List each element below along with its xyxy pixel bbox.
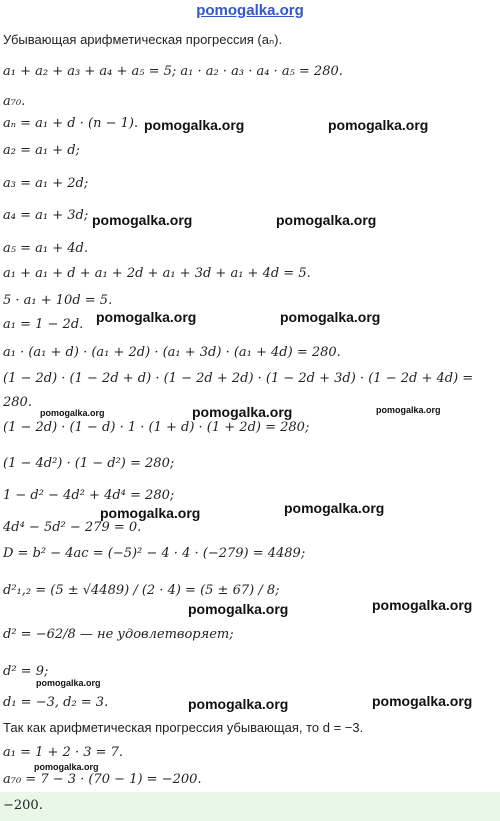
- watermark: pomogalka.org: [144, 117, 245, 133]
- watermark: pomogalka.org: [280, 309, 381, 325]
- watermark: pomogalka.org: [376, 405, 441, 415]
- discriminant-line: D = b² − 4ac = (−5)² − 4 · 4 · (−279) = 4489;: [3, 546, 306, 561]
- watermark: pomogalka.org: [34, 762, 99, 772]
- formula-line: a₁ = 1 − 2d.: [3, 317, 84, 332]
- formula-line: d² = −62/8 — не удовлетворяет;: [3, 627, 234, 642]
- watermark: pomogalka.org: [276, 212, 377, 228]
- watermark: pomogalka.org: [36, 678, 101, 688]
- formula-line: (1 − 2d) · (1 − 2d + d) · (1 − 2d + 2d) · (1 − 2d + 3d) · (1 − 2d + 4d) =: [3, 371, 474, 386]
- watermark: pomogalka.org: [96, 309, 197, 325]
- formula-line: 4d⁴ − 5d² − 279 = 0.: [3, 520, 142, 535]
- formula-line: a₇₀ = 7 − 3 · (70 − 1) = −200.: [3, 772, 202, 787]
- formula-line: a₅ = a₁ + 4d.: [3, 241, 88, 256]
- formula-line: 5 · a₁ + 10d = 5.: [3, 293, 113, 308]
- formula-line: a₄ = a₁ + 3d;: [3, 208, 89, 223]
- watermark: pomogalka.org: [188, 601, 289, 617]
- watermark: pomogalka.org: [192, 404, 293, 420]
- conclusion-text: Так как арифметическая прогрессия убывающая, то d = −3.: [3, 720, 364, 735]
- watermark: pomogalka.org: [328, 117, 429, 133]
- formula-line: aₙ = a₁ + d · (n − 1).: [3, 116, 139, 131]
- watermark: pomogalka.org: [100, 505, 201, 521]
- formula-line: 280.: [3, 395, 32, 410]
- formula-line: (1 − 2d) · (1 − d) · 1 · (1 + d) · (1 + 2d) = 280;: [3, 420, 310, 435]
- watermark: pomogalka.org: [92, 212, 193, 228]
- formula-line: d₁ = −3, d₂ = 3.: [3, 695, 109, 710]
- find-term: a₇₀.: [3, 94, 26, 109]
- problem-statement: Убывающая арифметическая прогрессия (aₙ).: [3, 32, 283, 47]
- formula-line: d² = 9;: [3, 664, 49, 679]
- given-conditions: a₁ + a₂ + a₃ + a₄ + a₅ = 5; a₁ · a₂ · a₃ · a₄ · a₅ = 280.: [3, 64, 343, 79]
- formula-line: a₁ = 1 + 2 · 3 = 7.: [3, 745, 124, 760]
- watermark: pomogalka.org: [372, 597, 473, 613]
- roots-line: d²₁,₂ = (5 ± √4489) / (2 · 4) = (5 ± 67) / 8;: [3, 583, 280, 598]
- watermark: pomogalka.org: [372, 693, 473, 709]
- formula-line: a₃ = a₁ + 2d;: [3, 176, 89, 191]
- site-title[interactable]: pomogalka.org: [196, 2, 304, 19]
- formula-line: a₁ + a₁ + d + a₁ + 2d + a₁ + 3d + a₁ + 4d = 5.: [3, 266, 311, 281]
- formula-line: a₁ · (a₁ + d) · (a₁ + 2d) · (a₁ + 3d) · (a₁ + 4d) = 280.: [3, 345, 341, 360]
- formula-line: 1 − d² − 4d² + 4d⁴ = 280;: [3, 488, 175, 503]
- formula-line: (1 − 4d²) · (1 − d²) = 280;: [3, 456, 175, 471]
- watermark: pomogalka.org: [284, 500, 385, 516]
- watermark: pomogalka.org: [40, 408, 105, 418]
- answer-box: [0, 792, 500, 821]
- watermark: pomogalka.org: [188, 696, 289, 712]
- answer-value: −200.: [3, 798, 43, 813]
- formula-line: a₂ = a₁ + d;: [3, 143, 80, 158]
